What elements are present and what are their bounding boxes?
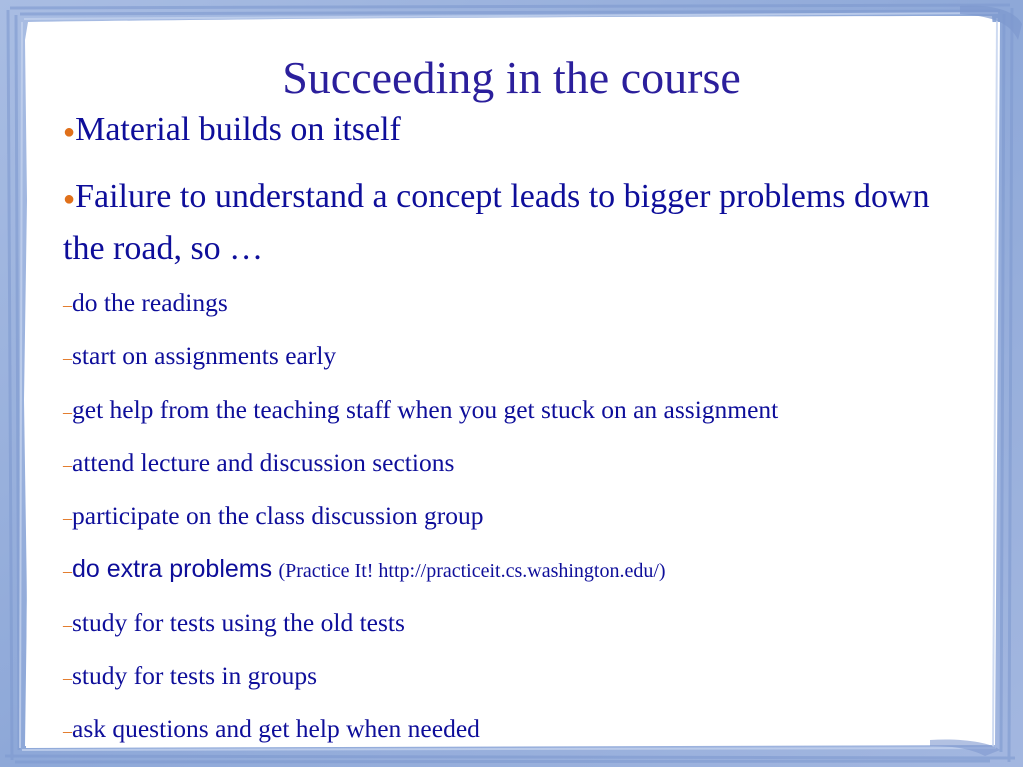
sub-marker: – [63, 721, 72, 742]
sub-marker: – [63, 561, 72, 582]
bullet-item [63, 173, 963, 273]
bullet-text: Material builds on itself [75, 111, 401, 148]
sub-marker: – [63, 348, 72, 369]
sub-marker: – [63, 614, 72, 635]
sub-text: ask questions and get help when needed [72, 714, 480, 744]
sub-item [63, 288, 963, 320]
sub-marker: – [63, 668, 72, 689]
sub-marker: – [63, 295, 72, 315]
sub-item [63, 608, 963, 640]
sub-text: do the readings [72, 288, 228, 317]
sub-marker: – [63, 401, 72, 422]
sub-text: get help from the teaching staff when you get stuck on an assignment [72, 394, 779, 424]
sub-item [63, 448, 963, 480]
bullet-text: Failure to understand a concept leads to bigger problems down the road, so … [63, 178, 930, 267]
sub-marker: – [63, 454, 72, 475]
sub-item [63, 341, 963, 373]
sub-marker: – [63, 508, 72, 529]
sub-text: start on assignments early [72, 341, 337, 371]
sub-item [63, 714, 963, 746]
sub-text: participate on the class discussion group [72, 501, 484, 531]
sub-text: study for tests using the old tests [72, 607, 405, 637]
sub-text: attend lecture and discussion sections [72, 447, 455, 477]
sub-text: do extra problems [72, 555, 273, 584]
practice-it-link[interactable]: (Practice It! http://practiceit.cs.washington.edu/) [278, 560, 666, 583]
bullet-marker: ● [63, 188, 76, 210]
sub-item [63, 554, 963, 586]
sub-text: study for tests in groups [72, 661, 318, 691]
sub-item [63, 501, 963, 533]
slide-title: Succeeding in the course [282, 52, 741, 103]
sub-item [63, 395, 963, 427]
slide-content [63, 106, 963, 767]
sub-item [63, 661, 963, 693]
bullet-item [63, 106, 963, 158]
bullet-marker: ● [63, 121, 76, 143]
